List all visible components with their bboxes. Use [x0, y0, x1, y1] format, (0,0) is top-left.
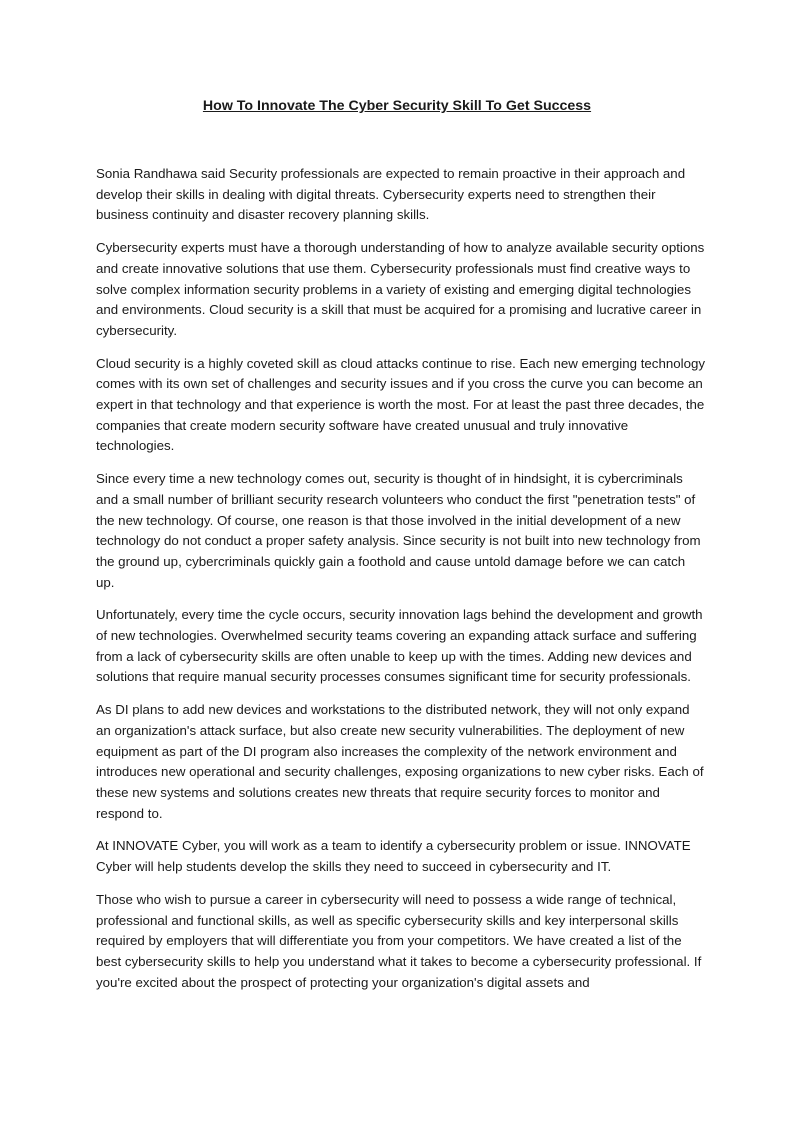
paragraph: At INNOVATE Cyber, you will work as a team to identify a cybersecurity problem or issue. INNOVATE Cyber will help students develop the skills they need to succeed in cybersecurity and IT.: [96, 838, 691, 875]
paragraph: Since every time a new technology comes out, security is thought of in hindsight, it is cybercriminals and a small number of brilliant security research volunteers who conduct the first "penetration tests" of the new technology. Of course, one reason is that those involved in the initial development of a new technology do not conduct a proper safety analysis. Since security is not built into new technology from the ground up, cybercriminals quickly gain a foothold and cause untold damage before we can catch up.: [96, 471, 701, 590]
paragraph: Sonia Randhawa said Security professionals are expected to remain proactive in their approach and develop their skills in dealing with digital threats. Cybersecurity experts need to strengthen their business continuity and disaster recovery planning skills.: [96, 166, 686, 223]
paragraph: Cybersecurity experts must have a thorough understanding of how to analyze available security options and create innovative solutions that use them. Cybersecurity professionals must find creative ways to solve complex information security problems in a variety of existing and emerging digital technologies and environments. Cloud security is a skill that must be acquired for a promising and lucrative career in cybersecurity.: [96, 240, 705, 338]
paragraph: As DI plans to add new devices and workstations to the distributed network, they will not only expand an organization's attack surface, but also create new security vulnerabilities. The deployment of new equipment as part of the DI program also increases the complexity of the network environment and introduces new operational and security challenges, exposing organizations to new cyber risks. Each of these new systems and solutions creates new threats that require security forces to monitor and respond to.: [96, 702, 704, 821]
paragraph: Those who wish to pursue a career in cybersecurity will need to possess a wide range of technical, professional and functional skills, as well as specific cybersecurity skills and key interpersonal skills required by employers that will differentiate you from your competitors. We have created a list of the best cybersecurity skills to help you understand what it takes to become a cybersecurity professional. If you're excited about the prospect of protecting your organization's digital assets and: [96, 891, 702, 990]
document-title: How To Innovate The Cyber Security Skill To Get Success: [202, 98, 592, 114]
document-body: [96, 164, 706, 1005]
paragraph: Cloud security is a highly coveted skill as cloud attacks continue to rise. Each new emerging technology comes with its own set of challenges and security issues and if you cross the curve you can become an expert in that technology and that experience is worth the most. For at least the past three decades, the companies that create modern security software have created unusual and truly innovative technologies.: [96, 355, 706, 454]
paragraph: Unfortunately, every time the cycle occurs, security innovation lags behind the development and growth of new technologies. Overwhelmed security teams covering an expanding attack surface and suffering from a lack of cybersecurity skills are often unable to keep up with the times. Adding new devices and solutions that require manual security processes consumes significant time for security professionals.: [96, 607, 703, 685]
